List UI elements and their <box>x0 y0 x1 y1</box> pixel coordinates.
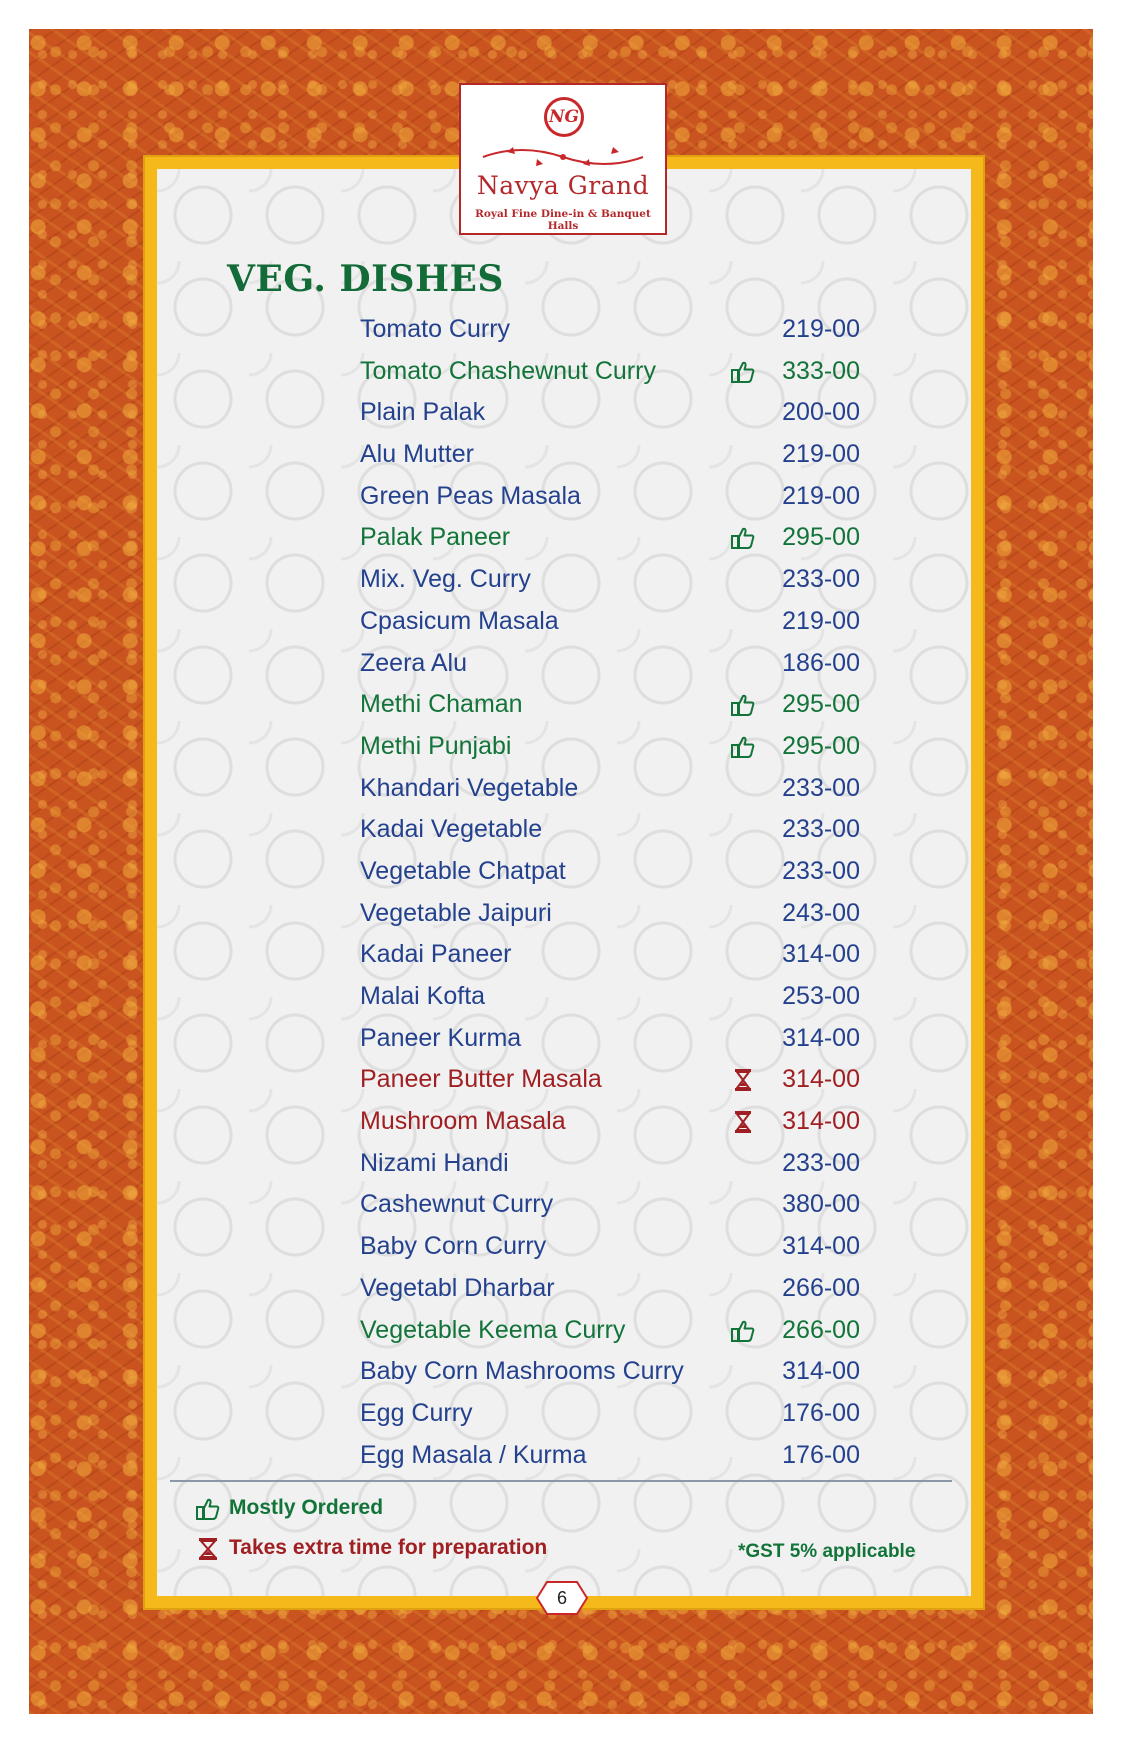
menu-item <box>360 896 860 938</box>
menu-item <box>360 1021 860 1063</box>
menu-item-price: 219-00 <box>782 606 860 635</box>
menu-item <box>360 1354 860 1396</box>
menu-item-price: 295-00 <box>782 690 860 719</box>
menu-item-price: 380-00 <box>782 1190 860 1219</box>
menu-item-price: 314-00 <box>782 1107 860 1136</box>
menu-item-price: 253-00 <box>782 982 860 1010</box>
menu-item-name: Vegetable Jaipuri <box>360 898 552 927</box>
menu-item-name: Zeera Alu <box>360 648 468 677</box>
hourglass-icon <box>730 1109 756 1135</box>
menu-item <box>360 1146 860 1188</box>
menu-item-name: Methi Chaman <box>360 690 523 719</box>
menu-list <box>360 312 860 1479</box>
brand-tagline: Royal Fine Dine-in & Banquet Halls <box>475 208 651 232</box>
menu-item <box>360 687 860 729</box>
menu-item-price: 243-00 <box>782 898 860 927</box>
menu-item-name: Khandari Vegetable <box>360 773 579 802</box>
menu-item-price: 233-00 <box>782 815 860 844</box>
menu-item-price: 186-00 <box>782 648 860 677</box>
menu-item-name: Kadai Vegetable <box>360 815 543 844</box>
menu-item-name: Mushroom Masala <box>360 1107 566 1136</box>
thumbs-up-icon <box>730 525 756 551</box>
menu-item-price: 295-00 <box>782 523 860 552</box>
menu-item-name: Tomato Curry <box>360 315 511 343</box>
menu-item <box>360 1271 860 1313</box>
legend-mostly-ordered-label: Mostly Ordered <box>229 1496 384 1519</box>
section-title: VEG. DISHES <box>227 258 504 300</box>
menu-item <box>360 1313 860 1355</box>
menu-item <box>360 354 860 396</box>
menu-item <box>360 1438 860 1480</box>
thumbs-up-icon <box>730 1318 756 1344</box>
menu-item-price: 233-00 <box>782 773 860 802</box>
menu-item-name: Nizami Handi <box>360 1148 509 1177</box>
menu-item-name: Egg Masala / Kurma <box>360 1440 587 1469</box>
menu-item-name: Vegetable Chatpat <box>360 856 566 885</box>
menu-item-name: Alu Mutter <box>360 440 474 469</box>
page-number: 6 <box>556 1588 567 1608</box>
menu-item <box>360 1229 860 1271</box>
menu-item-name: Paneer Butter Masala <box>360 1065 602 1094</box>
page-number-badge <box>535 1580 589 1616</box>
menu-item <box>360 771 860 813</box>
menu-item-name: Kadai Paneer <box>360 940 512 969</box>
menu-item-price: 233-00 <box>782 565 860 594</box>
menu-item-name: Methi Punjabi <box>360 731 512 760</box>
thumbs-up-icon <box>195 1496 221 1522</box>
menu-item-name: Egg Curry <box>360 1398 473 1427</box>
menu-item-name: Tomato Chashewnut Curry <box>360 356 656 385</box>
menu-item <box>360 395 860 437</box>
menu-item-price: 219-00 <box>782 315 860 343</box>
menu-item <box>360 1104 860 1146</box>
thumbs-up-icon <box>730 734 756 760</box>
menu-item-name: Mix. Veg. Curry <box>360 565 531 594</box>
menu-item-name: Green Peas Masala <box>360 481 581 510</box>
thumbs-up-icon <box>730 359 756 385</box>
menu-item-price: 333-00 <box>782 356 860 385</box>
menu-item <box>360 437 860 479</box>
menu-item-price: 314-00 <box>782 1023 860 1052</box>
menu-item-price: 266-00 <box>782 1315 860 1344</box>
gst-note: *GST 5% applicable <box>738 1541 916 1562</box>
menu-item-name: Malai Kofta <box>360 982 486 1010</box>
menu-item-price: 314-00 <box>782 1357 860 1386</box>
legend-extra-time-label: Takes extra time for preparation <box>229 1536 548 1559</box>
menu-item-price: 176-00 <box>782 1440 860 1469</box>
menu-item <box>360 854 860 896</box>
menu-item-name: Baby Corn Curry <box>360 1232 547 1261</box>
menu-item-price: 314-00 <box>782 1065 860 1094</box>
brand-name: Navya Grand <box>476 171 650 200</box>
menu-item-price: 219-00 <box>782 481 860 510</box>
menu-item <box>360 562 860 604</box>
menu-item-name: Cpasicum Masala <box>360 606 559 635</box>
menu-item-price: 295-00 <box>782 731 860 760</box>
hourglass-icon <box>730 1067 756 1093</box>
menu-item-price: 266-00 <box>782 1273 860 1302</box>
menu-item-name: Paneer Kurma <box>360 1023 522 1052</box>
menu-item <box>360 1396 860 1438</box>
menu-item <box>360 604 860 646</box>
menu-item <box>360 1187 860 1229</box>
menu-item-name: Plain Palak <box>360 398 486 427</box>
menu-item <box>360 646 860 688</box>
menu-item <box>360 520 860 562</box>
menu-item <box>360 479 860 521</box>
menu-item <box>360 812 860 854</box>
menu-item-price: 314-00 <box>782 940 860 969</box>
monogram-icon: NG <box>544 97 584 137</box>
menu-item <box>360 979 860 1021</box>
vine-ornament-icon <box>479 145 647 167</box>
footer-divider <box>170 1480 952 1482</box>
thumbs-up-icon <box>730 692 756 718</box>
menu-item-name: Palak Paneer <box>360 523 511 552</box>
menu-item <box>360 1062 860 1104</box>
menu-item-price: 176-00 <box>782 1398 860 1427</box>
menu-item-name: Baby Corn Mashrooms Curry <box>360 1357 684 1386</box>
menu-item-price: 219-00 <box>782 440 860 469</box>
menu-item-price: 233-00 <box>782 1148 860 1177</box>
brand-logo <box>459 83 667 235</box>
menu-item <box>360 312 860 354</box>
menu-item-name: Vegetable Keema Curry <box>360 1315 626 1344</box>
menu-item-name: Vegetabl Dharbar <box>360 1273 555 1302</box>
menu-item <box>360 729 860 771</box>
menu-item <box>360 937 860 979</box>
menu-item-price: 314-00 <box>782 1232 860 1261</box>
hourglass-icon <box>195 1536 221 1562</box>
menu-item-price: 233-00 <box>782 856 860 885</box>
menu-item-name: Cashewnut Curry <box>360 1190 554 1219</box>
menu-item-price: 200-00 <box>782 398 860 427</box>
